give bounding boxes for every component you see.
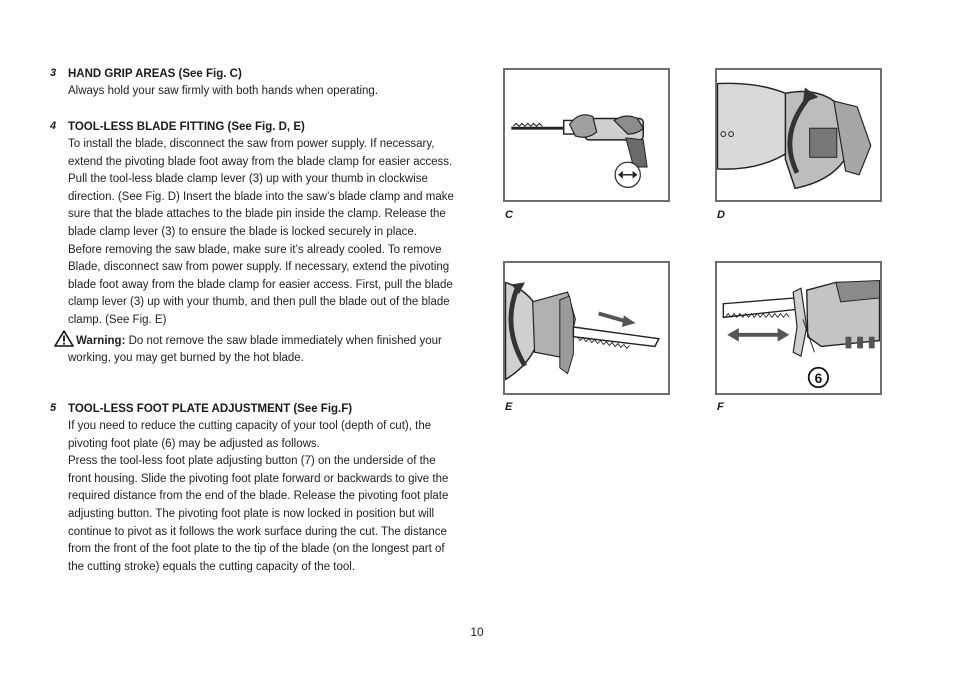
- warning-paragraph: [68, 330, 460, 368]
- blade-removal-illustration: [505, 263, 668, 393]
- figure-c-hand-grip: [503, 68, 670, 202]
- section-heading: HAND GRIP AREAS (See Fig. C): [68, 68, 242, 80]
- figure-c-label: C: [505, 209, 513, 221]
- figure-e-blade-removal: [503, 261, 670, 395]
- section-number: 3: [50, 67, 57, 79]
- figure-f-foot-plate: [715, 261, 882, 395]
- section-paragraph: Press the tool-less foot plate adjusting button (7) on the underside of the front housing. Slide the pivoting foot plate forward or backwards to give the required distance from the end of the blade. Release the pivoting foot plate adjusting button. The pivoting foot plate is now locked in position but will continue to pivot as it follows the work surface during the cut. The distance from the front of the foot plate to the tip of the blade (on the longest part of the cutting stroke) equals the cutting capacity of the tool.: [68, 455, 449, 573]
- section-paragraph: Before removing the saw blade, make sure it’s already cooled. To remove Blade, disconnect saw from power supply. If necessary, extend the pivoting blade foot away from the blade clamp for easier access. First, pull the blade clamp lever (3) up with your thumb, and then pull the blade out of the blade clamp. (See Fig. E): [68, 243, 453, 326]
- section-foot-plate: [50, 401, 460, 576]
- section-blade-fitting: [50, 119, 460, 368]
- warning-icon: [54, 330, 74, 347]
- section-heading: TOOL-LESS FOOT PLATE ADJUSTMENT (See Fig.F): [68, 403, 353, 415]
- section-heading: TOOL-LESS BLADE FITTING (See Fig. D, E): [68, 121, 305, 133]
- figure-d-label: D: [717, 209, 725, 221]
- figure-d-blade-lever: [715, 68, 882, 202]
- section-number: 5: [50, 402, 57, 414]
- section-paragraph: If you need to reduce the cutting capacity of your tool (depth of cut), the pivoting foot plate (6) may be adjusted as follows.: [68, 420, 432, 450]
- saw-hand-grip-illustration: [505, 70, 668, 200]
- foot-plate-illustration: [717, 263, 880, 393]
- figure-e-label: E: [505, 401, 513, 413]
- warning-label: Warning:: [76, 334, 126, 347]
- page-number: 10: [470, 625, 484, 639]
- section-number: 4: [50, 120, 57, 132]
- section-paragraph: To install the blade, disconnect the saw from power supply. If necessary, extend the pivoting blade foot away from the blade clamp for easier access. Pull the tool-less blade clamp lever (3) up with your thumb in clockwise direction. (See Fig. D) Insert the blade into the saw’s blade clamp and make sure that the blade attaches to the blade pin inside the clamp. Release the blade clamp lever (3) to ensure the blade is locked securely in place.: [68, 138, 454, 238]
- blade-lever-illustration: [717, 70, 880, 200]
- figure-f-label: F: [717, 401, 724, 413]
- section-paragraph: Always hold your saw firmly with both hands when operating.: [68, 85, 379, 97]
- callout-6: 6: [814, 370, 823, 386]
- warning-text: Do not remove the saw blade immediately when finished your working, you may get burned by the hot blade.: [68, 334, 442, 365]
- section-hand-grip: [50, 66, 460, 101]
